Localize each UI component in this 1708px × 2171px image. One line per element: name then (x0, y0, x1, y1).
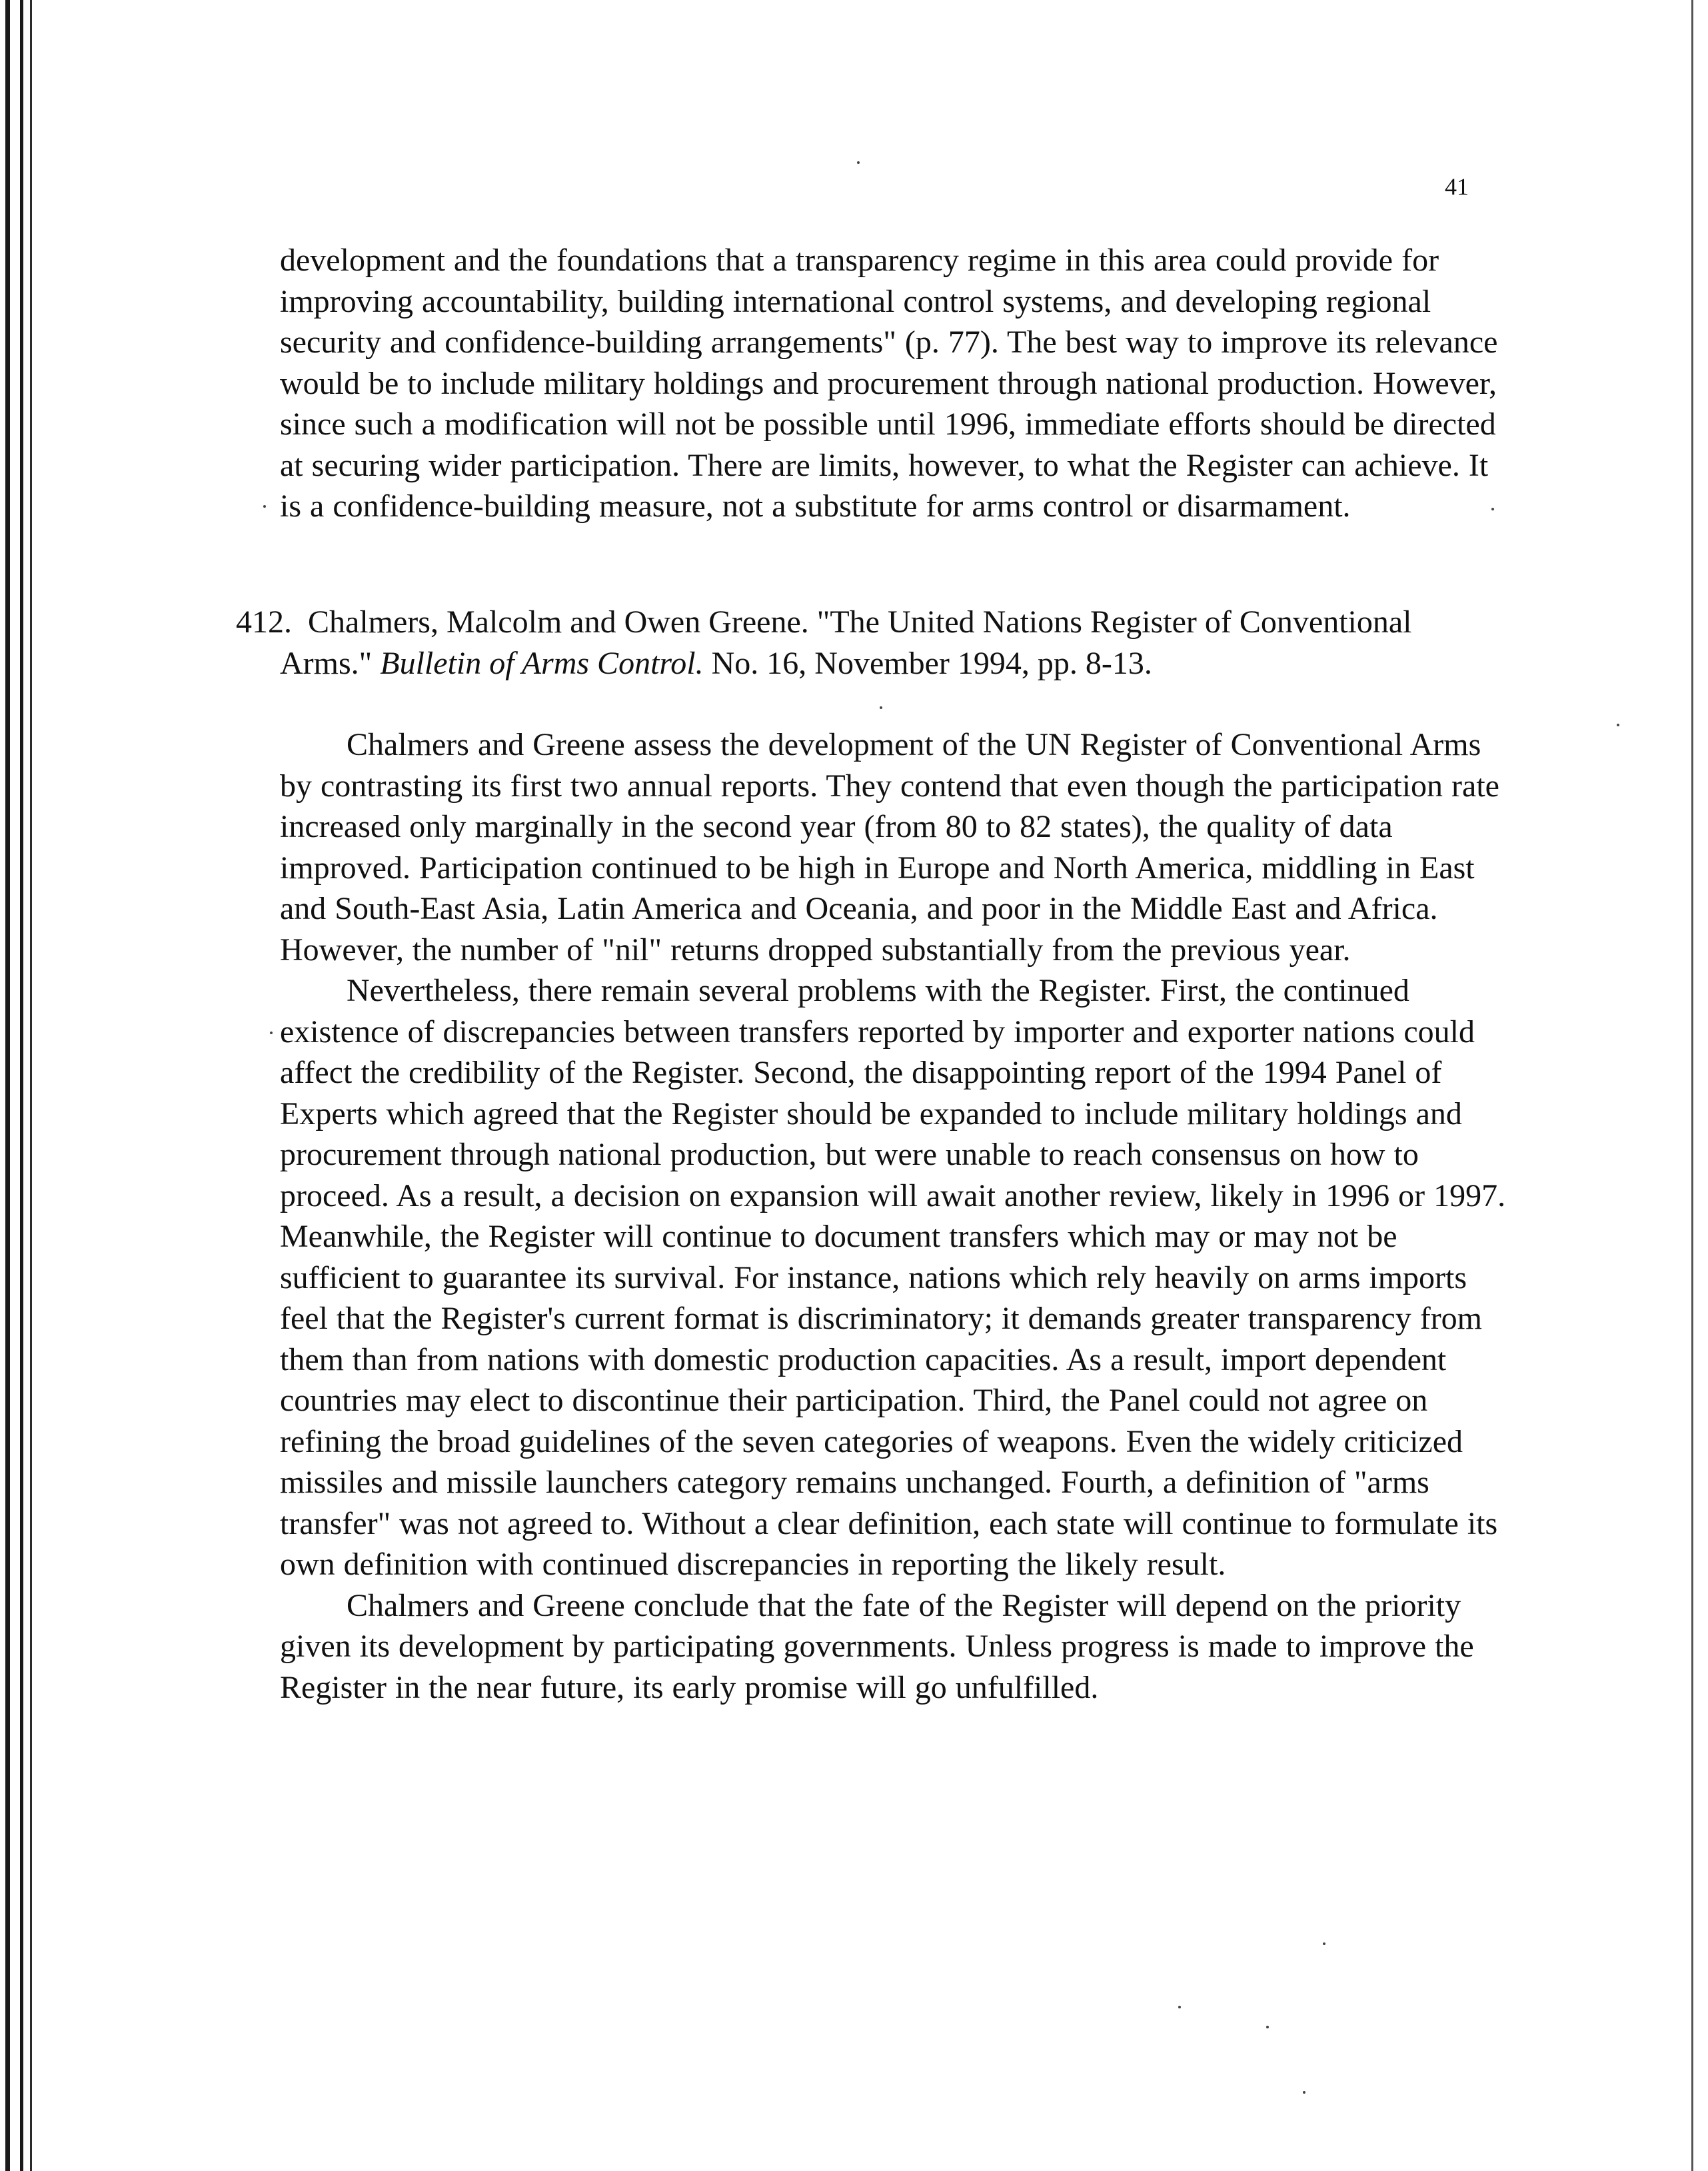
scan-speck (1178, 2006, 1181, 2008)
binding-rule (20, 0, 23, 2171)
entry-summary (280, 724, 1506, 1708)
entry-heading-line (236, 602, 1506, 643)
summary-paragraph: Nevertheless, there remain several problems with the Register. First, the continued existence of discrepancies between transfers reported by importer and exporter nations could affect the credibility of the Register. Second, the disappointing report of the 1994 Panel of Experts which agreed that the Register should be expanded to include military holdings and procurement through national production, but were unable to reach consensus on how to proceed. As a result, a decision on expansion will await another review, likely in 1996 or 1997. Meanwhile, the Register will continue to document transfers which may or may not be sufficient to guarantee its survival. For instance, nations which rely heavily on arms imports feel that the Register's current format is discriminatory; it demands greater transparency from them than from nations with domestic production capacities. As a result, import dependent countries may elect to discontinue their participation. Third, the Panel could not agree on refining the broad guidelines of the seven categories of weapons. Even the widely criticized missiles and missile launchers category remains unchanged. Fourth, a definition of "arms transfer" was not agreed to. Without a clear definition, each state will continue to formulate its own definition with continued discrepancies in reporting the likely result. (280, 973, 1506, 1582)
summary-paragraph: Chalmers and Greene conclude that the fate of the Register will depend on the priority given its development by participating governments. Unless progress is made to improve the Register in the near future, its early promise will go unfulfilled. (280, 1587, 1474, 1705)
binding-rule (5, 0, 10, 2171)
scan-speck (263, 505, 266, 508)
page-number: 41 (1445, 173, 1469, 200)
scan-speck (1491, 508, 1494, 510)
continued-paragraph (280, 240, 1506, 527)
entry-citation-line (236, 643, 1506, 684)
scan-speck (1323, 1942, 1325, 1945)
scan-speck (270, 1032, 273, 1034)
summary-paragraph: Chalmers and Greene assess the development of the UN Register of Conventional Arms by contrasting its first two annual reports. They contend that even though the participation rate increased only marginally in the second year (from 80 to 82 states), the quality of data improved. Participation continued to be high in Europe and North America, middling in East and South-East Asia, Latin America and Oceania, and poor in the Middle East and Africa. However, the number of "nil" returns dropped substantially from the previous year. (280, 727, 1499, 968)
binding-rule (30, 0, 32, 2171)
entry-authors-title: Chalmers, Malcolm and Owen Greene. "The United Nations Register of Conventional (308, 604, 1412, 640)
scan-speck (1617, 724, 1619, 726)
page-edge-rule (1691, 0, 1693, 2171)
scan-speck (1266, 2026, 1269, 2028)
entry-number: 412. (236, 604, 292, 640)
scan-speck (1303, 2091, 1305, 2094)
continued-paragraph-text: development and the foundations that a transparency regime in this area could provide for improving accountability, building international control systems, and developing regional security and confidence-building arrangements" (p. 77). The best way to improve its relevance would be to include military holdings and procurement through national production. However, since such a modification will not be possible until 1996, immediate efforts should be directed at securing wider participation. There are limits, however, to what the Register can achieve. It is a confidence-building measure, not a substitute for arms control or disarmament. (280, 243, 1498, 524)
scan-speck (857, 161, 860, 164)
bibliography-entry (236, 602, 1506, 684)
entry-title-cont: Arms." (280, 645, 373, 681)
scan-speck (880, 706, 882, 709)
entry-journal: Bulletin of Arms Control. (380, 645, 704, 681)
entry-details: No. 16, November 1994, pp. 8-13. (711, 645, 1152, 681)
